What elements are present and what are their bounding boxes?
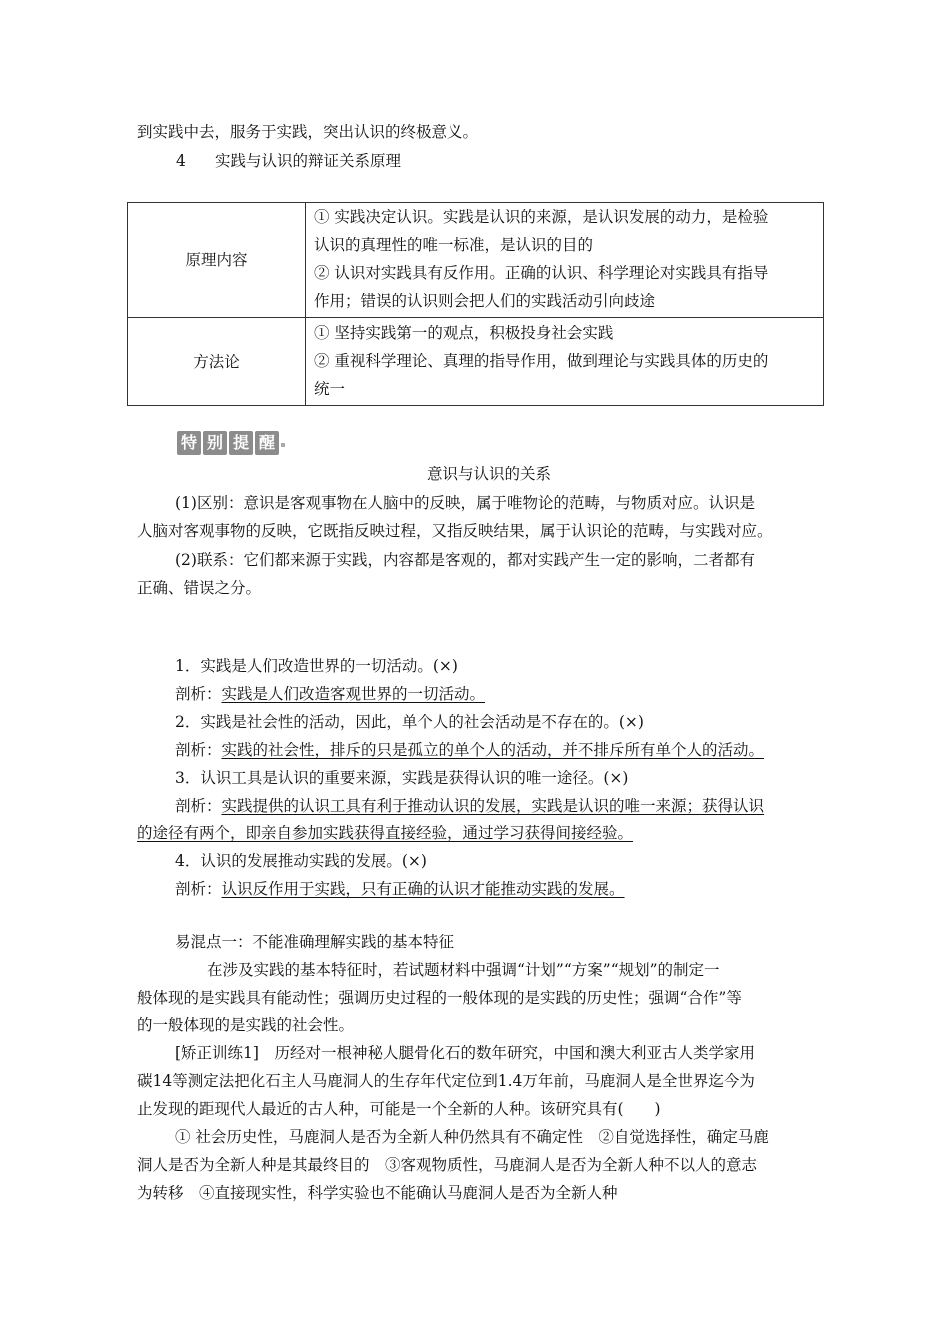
row-content-methodology: [306, 318, 824, 406]
confusion-line: 在涉及实践的基本特征时，若试题材料中强调“计划”“方案”“规划”的制定一: [207, 961, 720, 979]
row-label-principle: 原理内容: [128, 203, 306, 318]
content-line: ① 实践决定认识。实践是认识的来源，是认识发展的动力，是检验: [314, 208, 769, 226]
confusion-heading: 易混点一：不能准确理解实践的基本特征: [175, 933, 455, 951]
special-reminder-badge: [177, 431, 285, 455]
badge-char: 特: [177, 431, 201, 455]
content-line: 作用；错误的认识则会把人们的实践活动引向歧途: [314, 292, 656, 310]
intro-line: 到实践中去，服务于实践，突出认识的终极意义。: [137, 123, 479, 141]
exercise-option: 为转移 ④直接现实性，科学实验也不能确认马鹿洞人是否为全新人种: [137, 1184, 618, 1202]
principle-table: [127, 202, 824, 406]
badge-char: 醒: [255, 431, 279, 455]
badge-char: 别: [203, 431, 227, 455]
reminder-line: 人脑对客观事物的反映，它既指反映过程，又指反映结果，属于认识论的范畴，与实践对应。: [137, 522, 773, 540]
row-label-methodology: 方法论: [128, 318, 306, 406]
table-row: [128, 318, 824, 406]
judgment-analysis: 剖析：实践是人们改造客观世界的一切活动。: [175, 685, 486, 703]
exercise-line: 碳14等测定法把化石主人马鹿洞人的生存年代定位到1.4万年前，马鹿洞人是全世界迄今为: [137, 1072, 755, 1090]
confusion-line: 的一般体现的是实践的社会性。: [137, 1016, 355, 1034]
judgment-question: 2．实践是社会性的活动，因此，单个人的社会活动是不存在的。(×): [175, 713, 644, 731]
content-line: 认识的真理性的唯一标准，是认识的目的: [314, 236, 594, 254]
table-row: [128, 203, 824, 318]
badge-dot-icon: [281, 443, 285, 447]
exercise-option: ① 社会历史性，马鹿洞人是否为全新人种仍然具有不确定性 ②自觉选择性，确定马鹿: [175, 1128, 769, 1146]
judgment-analysis: 剖析：认识反作用于实践，只有正确的认识才能推动实践的发展。: [175, 880, 625, 898]
reminder-title: 意识与认识的关系: [427, 465, 552, 483]
judgment-question: 4．认识的发展推动实践的发展。(×): [175, 852, 427, 870]
exercise-option: 洞人是否为全新人种是其最终目的 ③客观物质性，马鹿洞人是否为全新人种不以人的意志: [137, 1156, 758, 1174]
judgment-analysis: 剖析：实践的社会性，排斥的只是孤立的单个人的活动，并不排斥所有单个人的活动。: [175, 741, 765, 759]
reminder-line: (1)区别：意识是客观事物在人脑中的反映，属于唯物论的范畴，与物质对应。认识是: [175, 494, 755, 512]
content-line: ② 认识对实践具有反作用。正确的认识、科学理论对实践具有指导: [314, 264, 769, 282]
judgment-question: 3．认识工具是认识的重要来源，实践是获得认识的唯一途径。(×): [175, 769, 629, 787]
section-title: 实践与认识的辩证关系原理: [215, 152, 402, 170]
judgment-analysis: 剖析：实践提供的认识工具有利于推动认识的发展，实践是认识的唯一来源；获得认识: [175, 797, 765, 815]
exercise-line: [矫正训练1] 历经对一根神秘人腿骨化石的数年研究，中国和澳大利亚古人类学家用: [175, 1044, 755, 1062]
content-line: ① 坚持实践第一的观点，积极投身社会实践: [314, 323, 614, 342]
section-number: 4: [176, 152, 186, 170]
content-line: 统一: [314, 379, 346, 398]
badge-char: 提: [229, 431, 253, 455]
confusion-line: 般体现的是实践具有能动性；强调历史过程的一般体现的是实践的历史性；强调“合作”等: [137, 989, 742, 1007]
row-content-principle: [306, 203, 824, 318]
judgment-analysis-cont: 的途径有两个，即亲自参加实践获得直接经验，通过学习获得间接经验。: [137, 824, 634, 842]
exercise-line: 止发现的距现代人最近的古人种，可能是一个全新的人种。该研究具有( ): [137, 1100, 661, 1118]
reminder-line: 正确、错误之分。: [137, 579, 262, 597]
content-line: ② 重视科学理论、真理的指导作用，做到理论与实践具体的历史的: [314, 351, 769, 370]
reminder-line: (2)联系：它们都来源于实践，内容都是客观的，都对实践产生一定的影响，二者都有: [175, 551, 755, 569]
judgment-question: 1．实践是人们改造世界的一切活动。(×): [175, 657, 458, 675]
